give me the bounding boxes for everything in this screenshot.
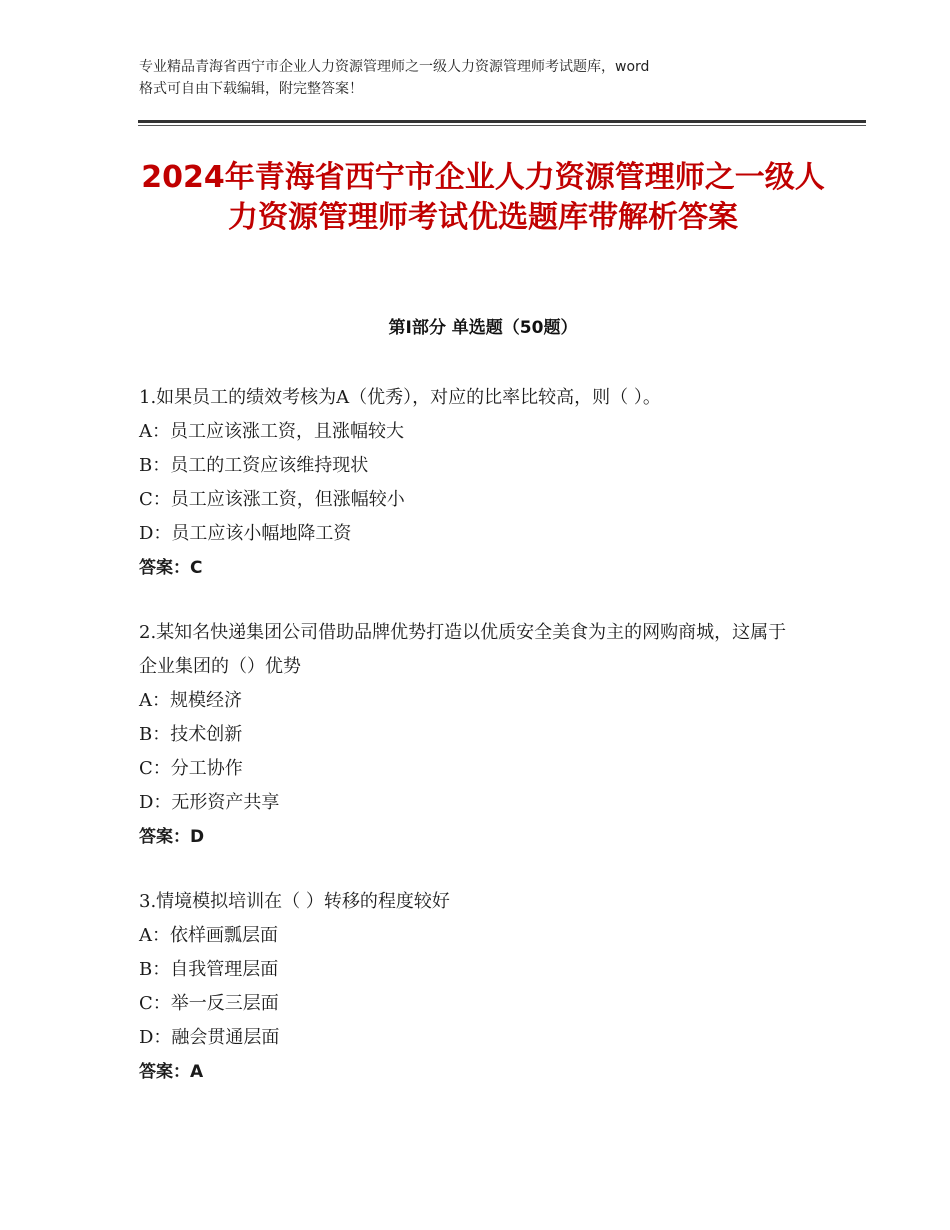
question-stem: 2.某知名快递集团公司借助品牌优势打造以优质安全美食为主的网购商城，这属于企业集团的（）优势 xyxy=(139,622,787,677)
option-b: B：员工的工资应该维持现状 xyxy=(139,455,369,476)
option-a: A：员工应该涨工资，且涨幅较大 xyxy=(139,421,404,442)
option-c: C：分工协作 xyxy=(139,758,243,779)
option-b: B：自我管理层面 xyxy=(139,959,279,980)
answer: 答案：A xyxy=(139,1062,204,1082)
header-divider-thin xyxy=(138,125,866,126)
option-a: A：规模经济 xyxy=(139,690,242,711)
header-divider-thick xyxy=(138,120,866,123)
question-stem: 3.情境模拟培训在（ ）转移的程度较好 xyxy=(139,891,450,912)
answer: 答案：C xyxy=(139,558,203,578)
document-title: 2024年青海省西宁市企业人力资源管理师之一级人力资源管理师考试优选题库带解析答案 xyxy=(141,160,825,235)
option-b: B：技术创新 xyxy=(139,724,243,745)
option-c: C：员工应该涨工资，但涨幅较小 xyxy=(139,489,405,510)
question-stem: 1.如果员工的绩效考核为A（优秀），对应的比率比较高，则（ ）。 xyxy=(139,387,661,408)
answer: 答案：D xyxy=(139,827,205,847)
question-3 xyxy=(139,885,839,1089)
question-2 xyxy=(139,616,839,854)
option-c: C：举一反三层面 xyxy=(139,993,279,1014)
option-d: D：融会贯通层面 xyxy=(139,1027,280,1048)
option-a: A：依样画瓢层面 xyxy=(139,925,278,946)
option-d: D：无形资产共享 xyxy=(139,792,280,813)
option-d: D：员工应该小幅地降工资 xyxy=(139,523,352,544)
question-list xyxy=(139,381,839,1120)
section-title: 第Ⅰ部分 单选题（50题） xyxy=(388,318,578,338)
question-1 xyxy=(139,381,839,585)
header-note: 专业精品青海省西宁市企业人力资源管理师之一级人力资源管理师考试题库，word 格式可自由下载编辑，附完整答案！ xyxy=(139,59,650,97)
